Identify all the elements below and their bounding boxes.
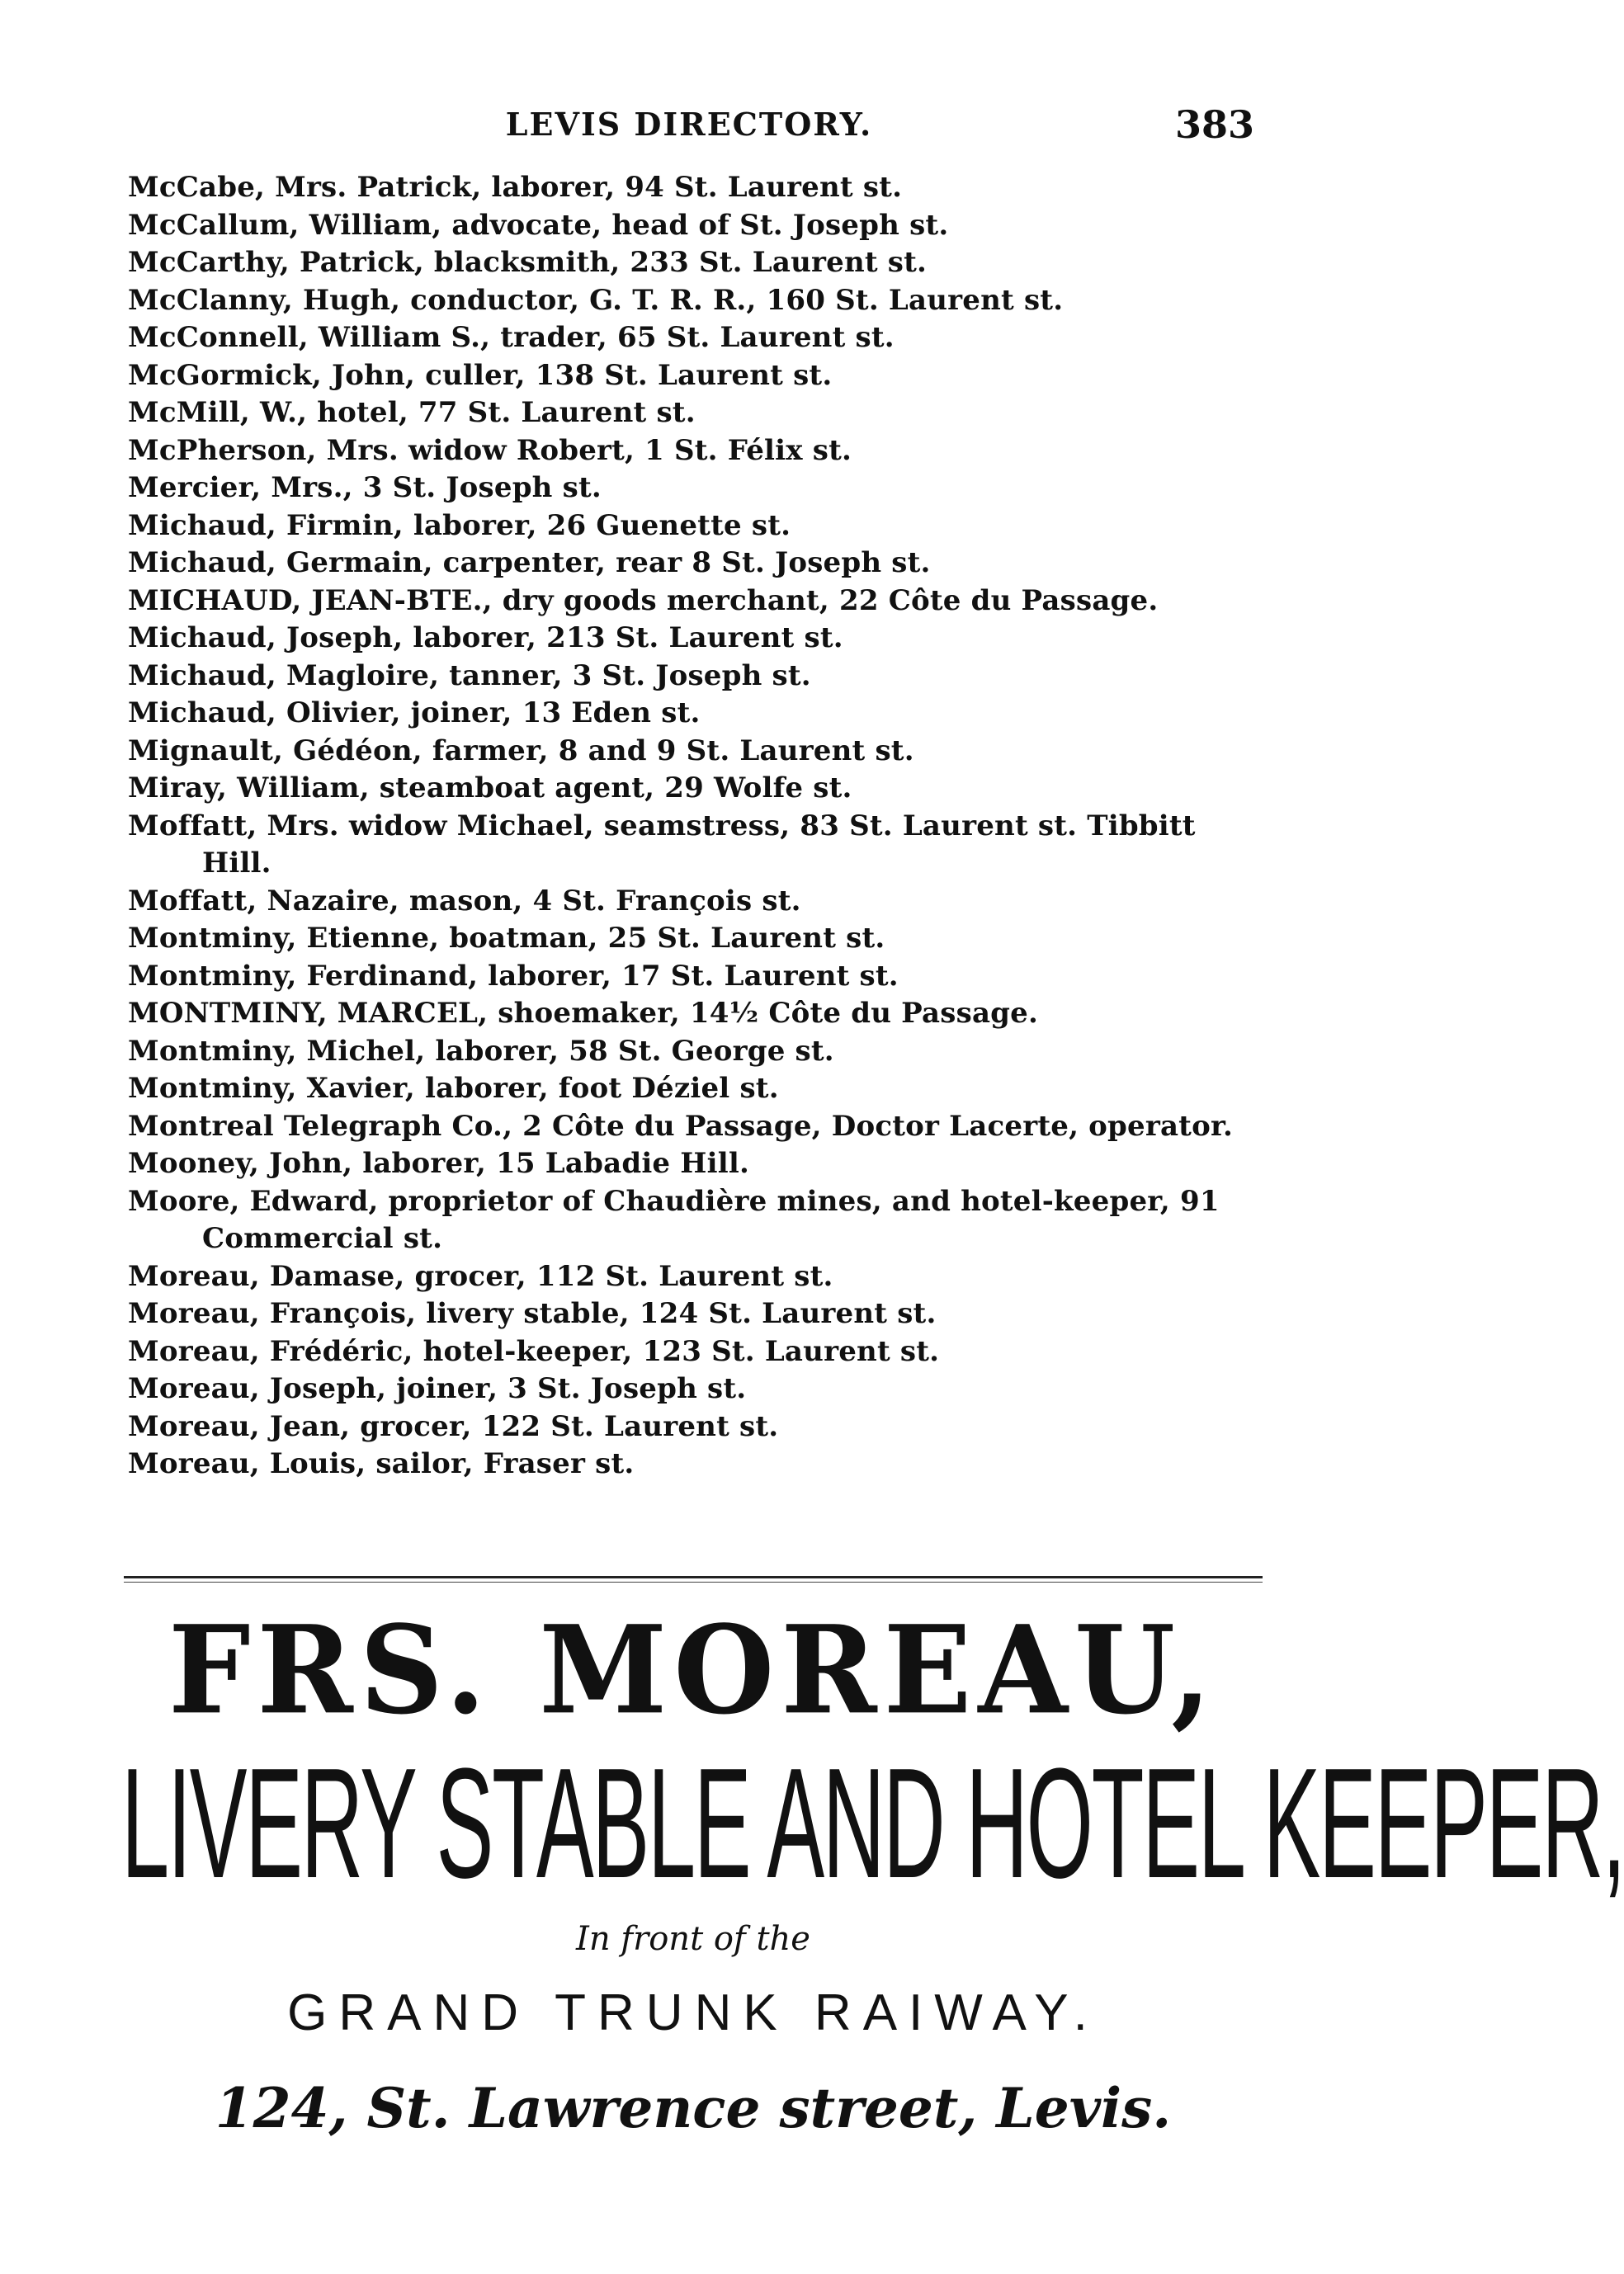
- directory-entry: Michaud, Firmin, laborer, 26 Guenette st.: [128, 508, 791, 542]
- directory-entry: Michaud, Magloire, tanner, 3 St. Joseph st.: [128, 658, 811, 692]
- directory-entry: Moffatt, Nazaire, mason, 4 St. François st.: [128, 884, 801, 918]
- directory-entry: Montminy, Michel, laborer, 58 St. George st.: [128, 1034, 834, 1068]
- directory-entry: McPherson, Mrs. widow Robert, 1 St. Félix st.: [128, 433, 852, 467]
- ad-address: 124, St. Lawrence street, Levis.: [215, 2076, 1172, 2140]
- directory-entry: MICHAUD, JEAN-BTE., dry goods merchant, 22 Côte du Passage.: [128, 583, 1159, 617]
- directory-entry: Moreau, Frédéric, hotel-keeper, 123 St. Laurent st.: [128, 1334, 940, 1368]
- directory-entry: Mooney, John, laborer, 15 Labadie Hill.: [128, 1147, 750, 1180]
- page-number: 383: [1174, 102, 1254, 147]
- directory-entry: Moreau, Damase, grocer, 112 St. Laurent st.: [128, 1259, 833, 1293]
- directory-entry: Mignault, Gédéon, farmer, 8 and 9 St. Laurent st.: [128, 734, 914, 767]
- directory-entry: McConnell, William S., trader, 65 St. Laurent st.: [128, 321, 895, 354]
- directory-entry: Moore, Edward, proprietor of Chaudière mines, and hotel-keeper, 91 Commercial st.: [128, 1184, 1220, 1255]
- directory-entry: MONTMINY, MARCEL, shoemaker, 14½ Côte du Passage.: [128, 997, 1039, 1030]
- directory-entry: Moreau, Jean, grocer, 122 St. Laurent st.: [128, 1409, 779, 1443]
- ad-landmark: GRAND TRUNK RAIWAY.: [287, 1984, 1099, 2041]
- directory-entry: McCallum, William, advocate, head of St. Joseph st.: [128, 208, 949, 242]
- section-divider: [124, 1576, 1263, 1583]
- directory-entry: Mercier, Mrs., 3 St. Joseph st.: [128, 471, 602, 504]
- ad-location-prefix: In front of the: [576, 1920, 810, 1958]
- running-head: LEVIS DIRECTORY.: [505, 106, 873, 143]
- directory-entries: [128, 169, 1263, 1484]
- directory-entry: Moreau, Louis, sailor, Fraser st.: [128, 1447, 635, 1480]
- directory-entry: Moreau, François, livery stable, 124 St. Laurent st.: [128, 1297, 937, 1330]
- directory-entry: Montminy, Xavier, laborer, foot Déziel st.: [128, 1072, 779, 1105]
- ad-proprietor-name: FRS. MOREAU,: [168, 1599, 1218, 1743]
- directory-entry: Michaud, Germain, carpenter, rear 8 St. Joseph st.: [128, 546, 931, 579]
- directory-entry: McGormick, John, culler, 138 St. Laurent st.: [128, 358, 833, 392]
- directory-entry: Moffatt, Mrs. widow Michael, seamstress, 83 St. Laurent st. Tibbitt Hill.: [128, 809, 1196, 880]
- directory-entry: Montreal Telegraph Co., 2 Côte du Passage, Doctor Lacerte, operator.: [128, 1109, 1233, 1143]
- directory-entry: McCarthy, Patrick, blacksmith, 233 St. Laurent st.: [128, 246, 928, 279]
- directory-entry: Michaud, Olivier, joiner, 13 Eden st.: [128, 696, 701, 729]
- page-header: [124, 102, 1254, 155]
- directory-entry: Miray, William, steamboat agent, 29 Wolfe st.: [128, 771, 852, 804]
- ad-business-line: LIVERY STABLE AND HOTEL KEEPER,: [121, 1736, 1624, 1911]
- directory-entry: McMill, W., hotel, 77 St. Laurent st.: [128, 396, 696, 429]
- directory-entry: McCabe, Mrs. Patrick, laborer, 94 St. Laurent st.: [128, 171, 903, 204]
- directory-entry: McClanny, Hugh, conductor, G. T. R. R., 160 St. Laurent st.: [128, 283, 1064, 317]
- directory-entry: Michaud, Joseph, laborer, 213 St. Laurent st.: [128, 621, 843, 654]
- directory-entry: Moreau, Joseph, joiner, 3 St. Joseph st.: [128, 1372, 747, 1405]
- directory-entry: Montminy, Etienne, boatman, 25 St. Laurent st.: [128, 922, 885, 955]
- directory-entry: Montminy, Ferdinand, laborer, 17 St. Laurent st.: [128, 959, 899, 993]
